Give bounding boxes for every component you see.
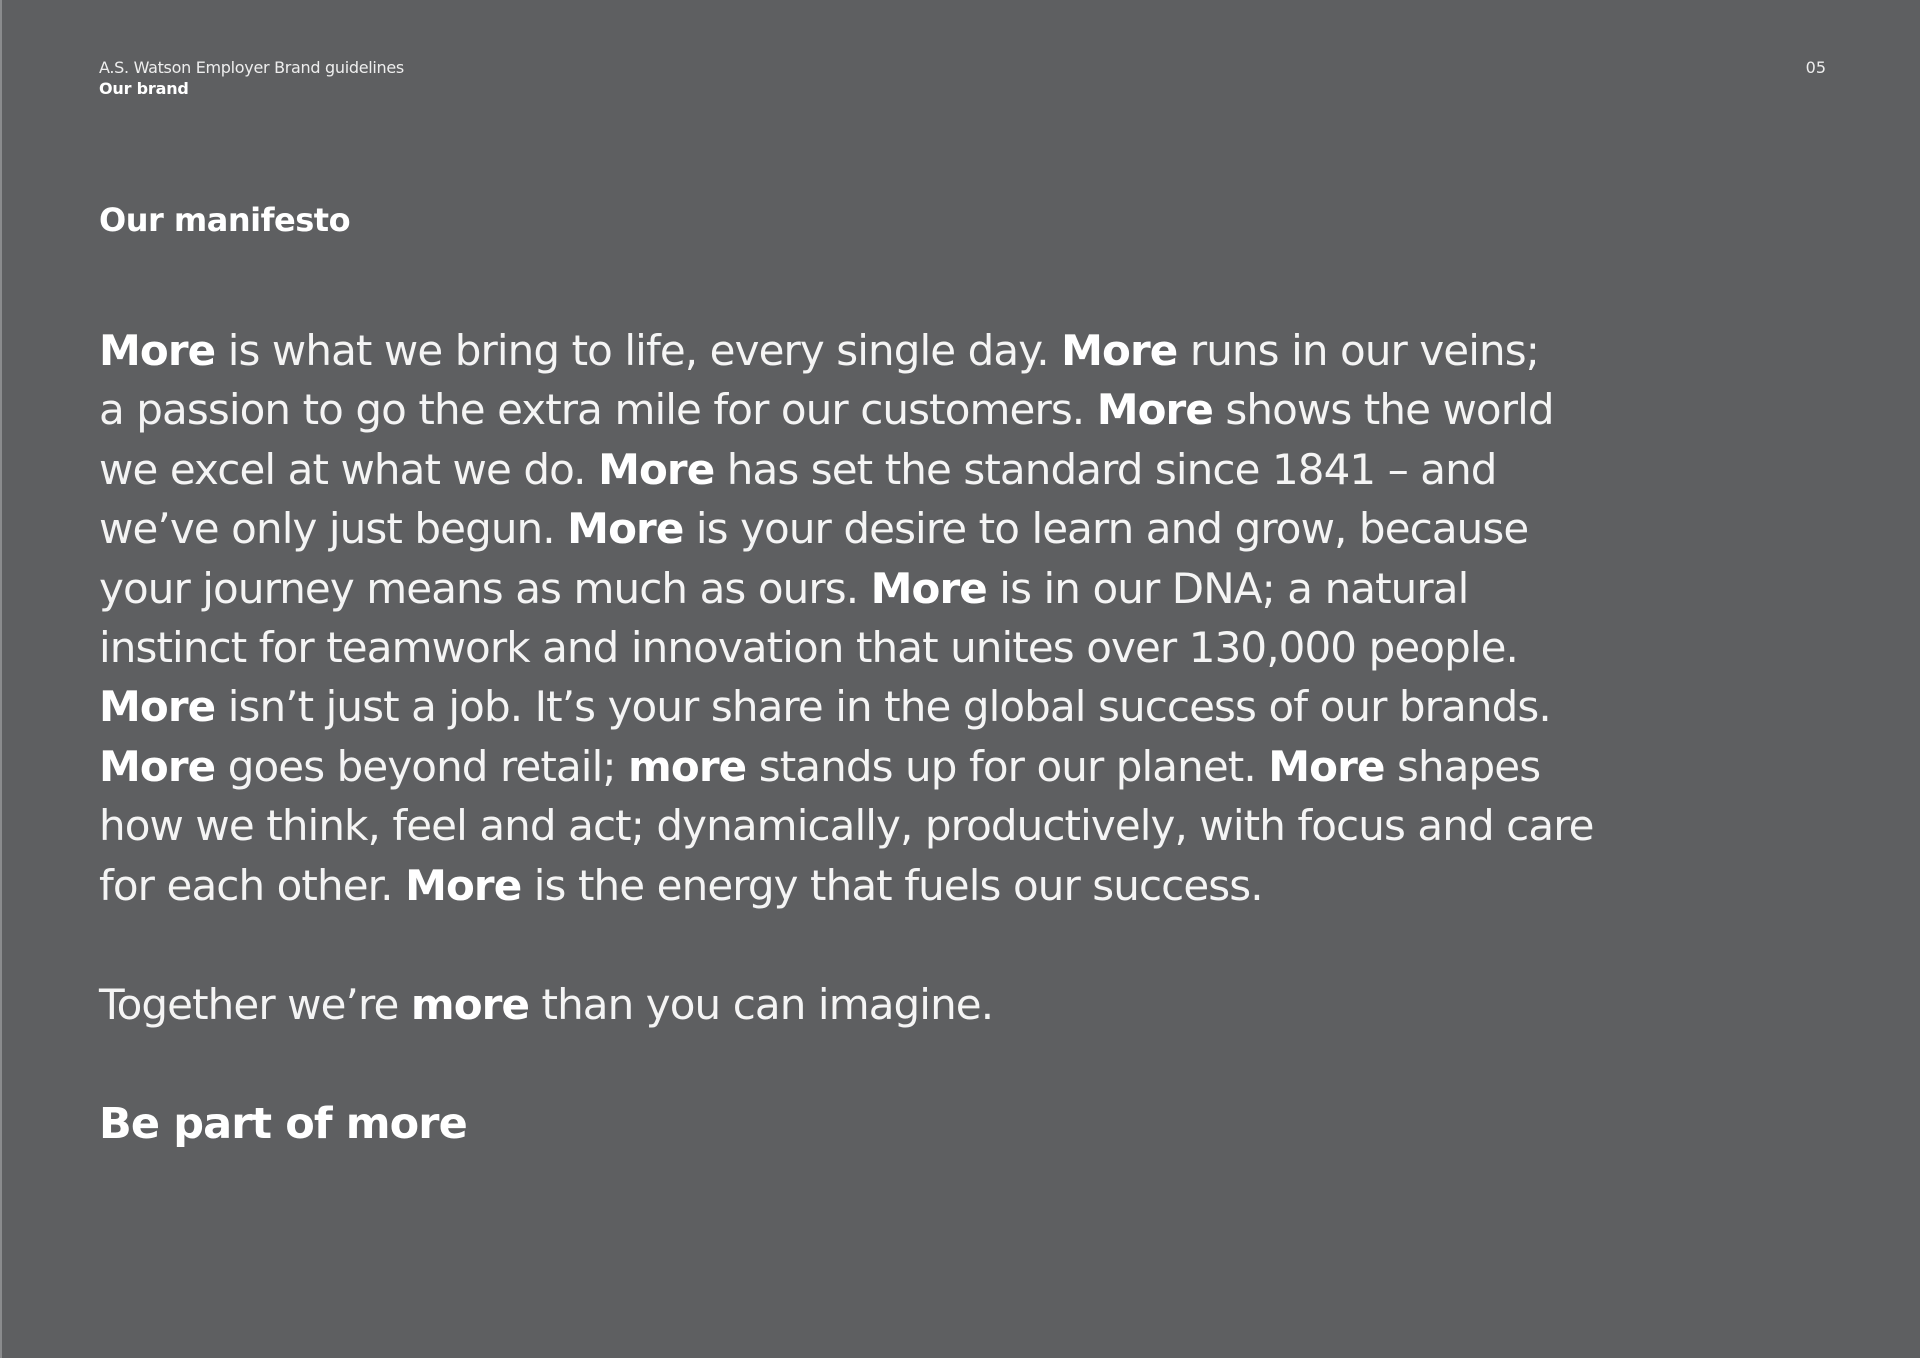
manifesto-text: shows the world (1212, 385, 1554, 435)
manifesto-line (99, 856, 1659, 915)
manifesto-text: for each other. (99, 860, 406, 910)
manifesto-line (99, 737, 1659, 796)
manifesto-emphasis: More (598, 444, 715, 494)
manifesto-emphasis: More (405, 860, 522, 910)
manifesto-text: isn’t just a job. It’s your share in the global success of our brands. (215, 682, 1551, 732)
manifesto-heading: Our manifesto (99, 201, 351, 239)
manifesto-line (99, 559, 1659, 618)
manifesto-text: we’ve only just begun. (99, 504, 568, 554)
manifesto-text: goes beyond retail; (215, 741, 629, 791)
manifesto-emphasis: More (99, 741, 216, 791)
manifesto-emphasis: More (99, 326, 216, 375)
manifesto-text: we excel at what we do. (99, 444, 599, 494)
closing-tagline: Be part of more (99, 1099, 467, 1149)
manifesto-text: your journey means as much as ours. (99, 563, 871, 613)
manifesto-text: runs in our veins; (1177, 326, 1539, 375)
manifesto-text: instinct for teamwork and innovation that unites over 130,000 people. (99, 623, 1518, 673)
manifesto-text: stands up for our planet. (746, 741, 1269, 791)
together-line (99, 975, 993, 1035)
manifesto-line (99, 677, 1659, 736)
section-name: Our brand (99, 79, 189, 98)
manifesto-emphasis: More (1061, 326, 1178, 375)
manifesto-text: a passion to go the extra mile for our customers. (99, 385, 1097, 435)
manifesto-text: is your desire to learn and grow, because (683, 504, 1529, 554)
manifesto-text: is the energy that fuels our success. (521, 860, 1263, 910)
manifesto-line (99, 380, 1659, 439)
manifesto-body (99, 321, 1659, 915)
manifesto-line (99, 618, 1659, 677)
page-number: 05 (1805, 58, 1826, 77)
manifesto-emphasis: More (870, 563, 987, 613)
manifesto-line (99, 499, 1659, 558)
manifesto-emphasis: More (567, 504, 684, 554)
document-title: A.S. Watson Employer Brand guidelines (99, 58, 404, 77)
manifesto-emphasis: More (1096, 385, 1213, 435)
together-emphasis: more (410, 980, 530, 1029)
manifesto-line (99, 440, 1659, 499)
manifesto-text: is what we bring to life, every single day. (215, 326, 1062, 375)
together-text-after: than you can imagine. (529, 980, 994, 1029)
manifesto-text: has set the standard since 1841 – and (714, 444, 1497, 494)
manifesto-line (99, 321, 1659, 380)
manifesto-text: is in our DNA; a natural (986, 563, 1469, 613)
manifesto-emphasis: more (628, 741, 747, 791)
manifesto-emphasis: More (99, 682, 216, 732)
manifesto-emphasis: More (1268, 741, 1385, 791)
manifesto-line (99, 796, 1659, 855)
manifesto-text: shapes (1384, 741, 1541, 791)
together-text-before: Together we’re (99, 980, 411, 1029)
manifesto-text: how we think, feel and act; dynamically, productively, with focus and care (99, 801, 1594, 851)
